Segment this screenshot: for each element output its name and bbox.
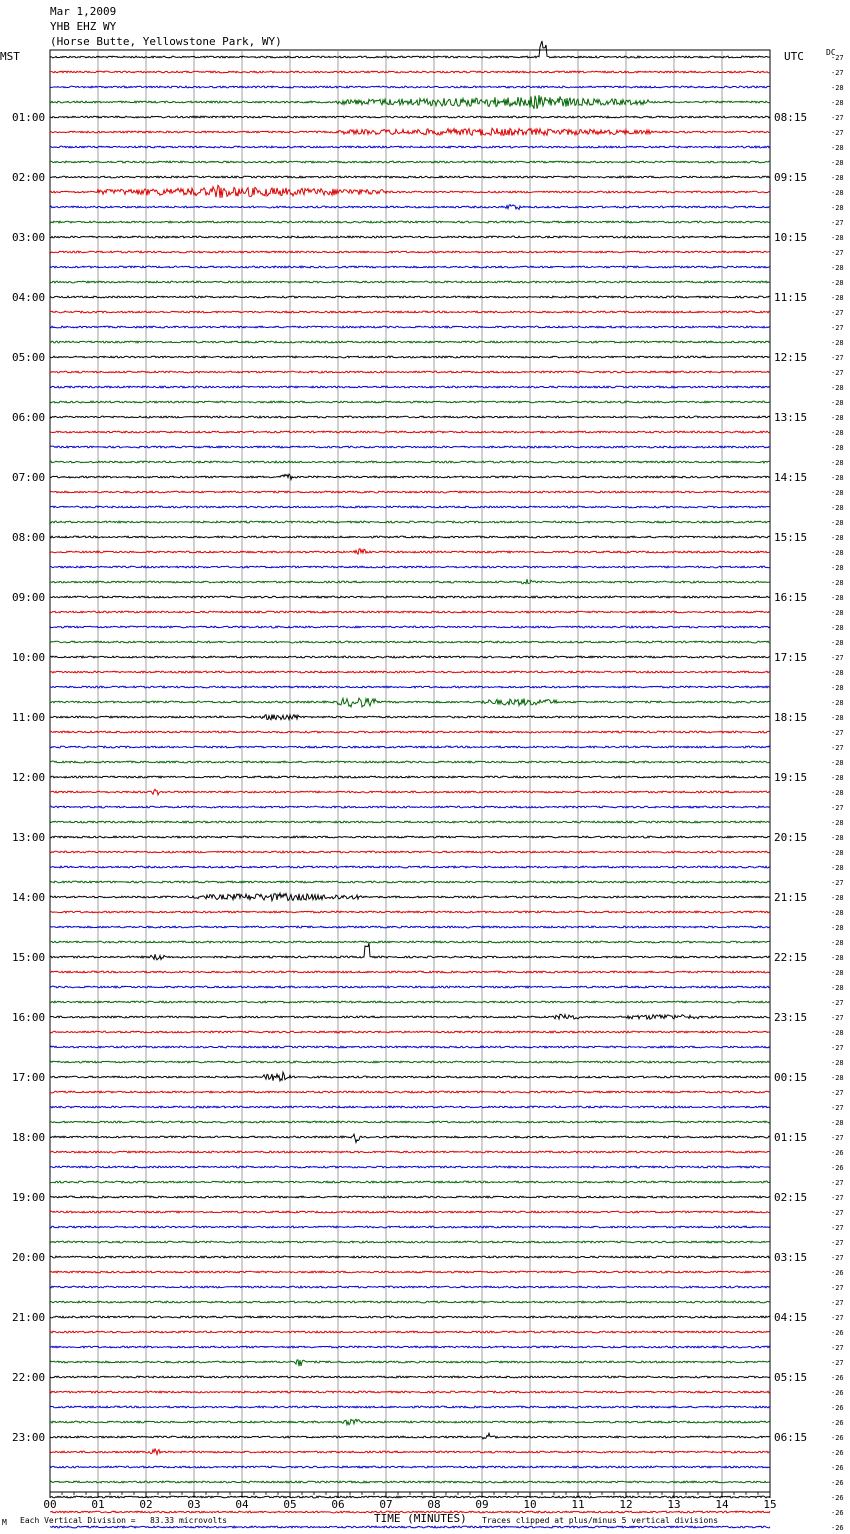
right-hour-label: 22:15 — [774, 951, 808, 964]
dc-offset-label: -27 — [831, 1314, 844, 1322]
dc-offset-label: -27 — [831, 354, 844, 362]
dc-offset-label: -27 — [831, 219, 844, 227]
clip-note: Traces clipped at plus/minus 5 vertical divisions — [482, 1516, 719, 1525]
trace-line — [50, 371, 770, 373]
dc-offset-label: -28 — [831, 909, 844, 917]
dc-offset-label: -27 — [831, 69, 844, 77]
dc-offset-label: -27 — [831, 129, 844, 137]
trace-line — [50, 641, 770, 643]
right-hour-label: 23:15 — [774, 1011, 808, 1024]
x-tick-label: 13 — [667, 1498, 681, 1511]
dc-offset-label: -28 — [831, 714, 844, 722]
trace-line — [50, 326, 770, 328]
dc-offset-label: -28 — [831, 84, 844, 92]
trace-line — [50, 911, 770, 913]
trace-line — [50, 836, 770, 838]
trace-line — [50, 1014, 770, 1019]
trace-line — [50, 866, 770, 868]
dc-offset-label: -27 — [831, 309, 844, 317]
left-hour-label: 22:00 — [12, 1371, 46, 1384]
dc-offset-label: -26 — [831, 1164, 844, 1172]
x-tick-label: 08 — [427, 1498, 441, 1511]
trace-line — [50, 893, 770, 900]
trace-line — [50, 1134, 770, 1142]
trace-line — [50, 731, 770, 733]
dc-offset-label: -28 — [831, 624, 844, 632]
dc-offset-label: -28 — [831, 429, 844, 437]
dc-offset-label: -28 — [831, 639, 844, 647]
x-tick-label: 09 — [475, 1498, 489, 1511]
trace-line — [50, 221, 770, 223]
dc-offset-label: -27 — [831, 1209, 844, 1217]
dc-offset-label: -28 — [831, 864, 844, 872]
left-hour-label: 17:00 — [12, 1071, 46, 1084]
left-hour-label: 07:00 — [12, 471, 46, 484]
right-hour-label: 01:15 — [774, 1131, 808, 1144]
dc-offset-label: -27 — [831, 1224, 844, 1232]
scale-note: Each Vertical Division = 83.33 microvolts — [20, 1516, 228, 1525]
trace-line — [50, 536, 770, 538]
dc-offset-label: -28 — [831, 984, 844, 992]
corner-mark: M — [2, 1518, 7, 1527]
dc-offset-label: -26 — [831, 1389, 844, 1397]
trace-line — [50, 626, 770, 628]
dc-offset-label: -28 — [831, 459, 844, 467]
dc-offset-label: -27 — [831, 1359, 844, 1367]
dc-offset-label: -28 — [831, 444, 844, 452]
trace-line — [50, 1001, 770, 1003]
dc-offset-label: -26 — [831, 1449, 844, 1457]
x-tick-label: 07 — [379, 1498, 393, 1511]
trace-line — [50, 686, 770, 688]
trace-line — [50, 1091, 770, 1093]
dc-offset-label: -27 — [831, 1179, 844, 1187]
right-hour-label: 09:15 — [774, 171, 808, 184]
trace-line — [50, 281, 770, 283]
dc-offset-label: -26 — [831, 1149, 844, 1157]
dc-offset-label: -27 — [831, 1044, 844, 1052]
left-hour-label: 02:00 — [12, 171, 46, 184]
x-tick-label: 10 — [523, 1498, 537, 1511]
dc-offset-label: -27 — [831, 744, 844, 752]
trace-line — [50, 1072, 770, 1081]
right-hour-label: 11:15 — [774, 291, 808, 304]
dc-offset-label: -27 — [831, 729, 844, 737]
dc-offset-label: -28 — [831, 489, 844, 497]
trace-line — [50, 446, 770, 448]
trace-line — [50, 185, 770, 197]
dc-offset-label: -27 — [831, 1194, 844, 1202]
trace-line — [50, 1481, 770, 1483]
left-hour-label: 18:00 — [12, 1131, 46, 1144]
trace-line — [50, 521, 770, 523]
left-hour-label: 05:00 — [12, 351, 46, 364]
dc-offset-label: -28 — [831, 399, 844, 407]
left-hour-label: 11:00 — [12, 711, 46, 724]
trace-line — [50, 1031, 770, 1033]
x-tick-label: 15 — [763, 1498, 777, 1511]
right-hour-label: 02:15 — [774, 1191, 808, 1204]
dc-offset-label: -28 — [831, 414, 844, 422]
trace-line — [50, 1211, 770, 1213]
trace-line — [50, 1046, 770, 1048]
dc-offset-label: -27 — [831, 324, 844, 332]
dc-offset-label: -28 — [831, 549, 844, 557]
dc-offset-label: -27 — [831, 114, 844, 122]
x-tick-label: 03 — [187, 1498, 201, 1511]
dc-offset-label: -28 — [831, 849, 844, 857]
dc-offset-label: -26 — [831, 1494, 844, 1502]
trace-line — [50, 881, 770, 883]
dc-offset-label: -26 — [831, 1434, 844, 1442]
right-hour-label: 13:15 — [774, 411, 808, 424]
right-hour-label: 00:15 — [774, 1071, 808, 1084]
x-tick-label: 14 — [715, 1498, 729, 1511]
trace-line — [50, 1286, 770, 1288]
left-hour-label: 20:00 — [12, 1251, 46, 1264]
trace-line — [50, 1301, 770, 1303]
trace-line — [50, 698, 770, 707]
left-hour-label: 19:00 — [12, 1191, 46, 1204]
trace-line — [50, 596, 770, 598]
trace-line — [50, 761, 770, 763]
right-hour-label: 19:15 — [774, 771, 808, 784]
right-hour-label: 06:15 — [774, 1431, 808, 1444]
left-hour-label: 08:00 — [12, 531, 46, 544]
dc-offset-label: -28 — [831, 534, 844, 542]
left-hour-label: 14:00 — [12, 891, 46, 904]
trace-line — [50, 1166, 770, 1168]
right-hour-label: 20:15 — [774, 831, 808, 844]
dc-offset-label: -27 — [831, 999, 844, 1007]
dc-offset-label: -28 — [831, 564, 844, 572]
dc-offset-label: -27 — [831, 1134, 844, 1142]
trace-line — [50, 236, 770, 238]
trace-line — [50, 416, 770, 418]
trace-line — [50, 266, 770, 268]
dc-offset-label: -27 — [831, 54, 844, 62]
trace-line — [50, 146, 770, 148]
dc-offset-label: -28 — [831, 294, 844, 302]
trace-line — [50, 386, 770, 388]
left-hour-label: 04:00 — [12, 291, 46, 304]
trace-line — [50, 474, 770, 479]
dc-offset-label: -28 — [831, 1119, 844, 1127]
dc-offset-label: -28 — [831, 204, 844, 212]
right-hour-label: 21:15 — [774, 891, 808, 904]
trace-line — [50, 161, 770, 163]
dc-offset-label: -28 — [831, 594, 844, 602]
trace-line — [50, 776, 770, 778]
trace-line — [50, 176, 770, 178]
dc-offset-label: -28 — [831, 1029, 844, 1037]
trace-line — [50, 251, 770, 253]
trace-line — [50, 1526, 770, 1528]
trace-line — [50, 296, 770, 298]
trace-line — [50, 1121, 770, 1123]
dc-offset-label: -28 — [831, 99, 844, 107]
dc-offset-label: -26 — [831, 1524, 844, 1532]
dc-offset-label: -28 — [831, 969, 844, 977]
trace-line — [50, 1496, 770, 1498]
dc-offset-label: -27 — [831, 1239, 844, 1247]
dc-offset-label: -28 — [831, 174, 844, 182]
dc-offset-label: -26 — [831, 1419, 844, 1427]
dc-offset-label: -27 — [831, 654, 844, 662]
right-hour-label: 17:15 — [774, 651, 808, 664]
trace-line — [50, 1181, 770, 1183]
trace-line — [50, 821, 770, 823]
trace-line — [50, 671, 770, 673]
trace-line — [50, 941, 770, 943]
left-hour-label: 15:00 — [12, 951, 46, 964]
trace-line — [50, 1241, 770, 1243]
x-tick-label: 04 — [235, 1498, 249, 1511]
trace-line — [50, 1391, 770, 1393]
trace-line — [50, 986, 770, 988]
trace-line — [50, 506, 770, 508]
trace-line — [50, 806, 770, 808]
trace-line — [50, 1331, 770, 1333]
right-hour-label: 08:15 — [774, 111, 808, 124]
x-tick-label: 11 — [571, 1498, 585, 1511]
left-hour-label: 06:00 — [12, 411, 46, 424]
trace-line — [50, 1346, 770, 1348]
dc-offset-label: -27 — [831, 1104, 844, 1112]
dc-offset-label: -27 — [831, 879, 844, 887]
left-hour-label: 13:00 — [12, 831, 46, 844]
left-hour-label: 10:00 — [12, 651, 46, 664]
trace-line — [50, 746, 770, 748]
right-axis-label: UTC — [784, 50, 804, 63]
dc-offset-label: -28 — [831, 699, 844, 707]
left-hour-label: 09:00 — [12, 591, 46, 604]
dc-offset-label: -28 — [831, 789, 844, 797]
dc-offset-label: -27 — [831, 249, 844, 257]
trace-line — [50, 611, 770, 613]
trace-line — [50, 1271, 770, 1273]
trace-line — [50, 1360, 770, 1366]
dc-offset-label: -28 — [831, 579, 844, 587]
trace-line — [50, 1449, 770, 1455]
trace-line — [50, 356, 770, 358]
x-tick-label: 02 — [139, 1498, 153, 1511]
trace-line — [50, 971, 770, 973]
right-hour-label: 12:15 — [774, 351, 808, 364]
dc-offset-label: -28 — [831, 609, 844, 617]
dc-offset-label: -26 — [831, 1509, 844, 1517]
right-hour-label: 10:15 — [774, 231, 808, 244]
trace-line — [50, 1151, 770, 1153]
dc-offset-label: -27 — [831, 804, 844, 812]
trace-line — [50, 1061, 770, 1063]
header-date: Mar 1,2009 — [50, 5, 117, 18]
dc-offset-label: -26 — [831, 1329, 844, 1337]
dc-offset-label: -27 — [831, 1089, 844, 1097]
dc-offset-label: -27 — [831, 1014, 844, 1022]
right-hour-label: 03:15 — [774, 1251, 808, 1264]
dc-offset-label: -28 — [831, 1059, 844, 1067]
trace-line — [50, 1256, 770, 1258]
dc-offset-label: -26 — [831, 1479, 844, 1487]
dc-offset-label: -27 — [831, 1284, 844, 1292]
dc-offset-label: -28 — [831, 279, 844, 287]
trace-line — [50, 714, 770, 719]
trace-line — [50, 86, 770, 88]
left-hour-label: 01:00 — [12, 111, 46, 124]
trace-line — [50, 943, 770, 960]
dc-offset-label: -28 — [831, 234, 844, 242]
right-hour-label: 16:15 — [774, 591, 808, 604]
dc-offset-label: -28 — [831, 144, 844, 152]
x-tick-label: 05 — [283, 1498, 297, 1511]
trace-line — [50, 205, 770, 210]
header-station: YHB EHZ WY — [50, 20, 117, 33]
trace-line — [50, 461, 770, 463]
trace-line — [50, 341, 770, 343]
trace-line — [50, 128, 770, 135]
dc-offset-label: -27 — [831, 1344, 844, 1352]
right-hour-label: 18:15 — [774, 711, 808, 724]
trace-line — [50, 1106, 770, 1108]
header-location: (Horse Butte, Yellowstone Park, WY) — [50, 35, 282, 48]
dc-offset-label: -28 — [831, 834, 844, 842]
trace-line — [50, 1376, 770, 1378]
dc-offset-label: -28 — [831, 189, 844, 197]
trace-line — [50, 549, 770, 554]
dc-offset-label: -26 — [831, 1269, 844, 1277]
trace-line — [50, 1433, 770, 1439]
dc-offset-label: -28 — [831, 894, 844, 902]
trace-line — [50, 1466, 770, 1468]
dc-offset-label: -28 — [831, 774, 844, 782]
left-hour-label: 21:00 — [12, 1311, 46, 1324]
left-hour-label: 03:00 — [12, 231, 46, 244]
dc-offset-label: -28 — [831, 264, 844, 272]
dc-offset-label: -27 — [831, 1254, 844, 1262]
dc-offset-label: -27 — [831, 369, 844, 377]
trace-line — [50, 116, 770, 118]
left-hour-label: 12:00 — [12, 771, 46, 784]
trace-line — [50, 926, 770, 928]
trace-line — [50, 851, 770, 853]
dc-offset-label: -28 — [831, 1074, 844, 1082]
x-tick-label: 06 — [331, 1498, 345, 1511]
x-tick-label: 00 — [43, 1498, 57, 1511]
trace-line — [50, 491, 770, 493]
dc-offset-label: -28 — [831, 474, 844, 482]
dc-offset-label: -28 — [831, 819, 844, 827]
x-tick-label: 12 — [619, 1498, 633, 1511]
right-hour-label: 04:15 — [774, 1311, 808, 1324]
dc-offset-label: -26 — [831, 1374, 844, 1382]
dc-offset-label: -28 — [831, 339, 844, 347]
trace-line — [50, 1419, 770, 1424]
trace-line — [50, 579, 770, 584]
dc-offset-label: -28 — [831, 669, 844, 677]
trace-line — [50, 656, 770, 658]
trace-line — [50, 1196, 770, 1198]
dc-offset-label: -28 — [831, 954, 844, 962]
dc-offset-label: -28 — [831, 939, 844, 947]
right-hour-label: 15:15 — [774, 531, 808, 544]
right-hour-label: 05:15 — [774, 1371, 808, 1384]
dc-offset-label: -28 — [831, 759, 844, 767]
x-tick-label: 01 — [91, 1498, 105, 1511]
left-hour-label: 16:00 — [12, 1011, 46, 1024]
dc-offset-label: -28 — [831, 159, 844, 167]
trace-line — [50, 789, 770, 795]
dc-offset-label: -28 — [831, 519, 844, 527]
trace-line — [50, 1226, 770, 1228]
trace-line — [50, 566, 770, 568]
dc-offset-label: -28 — [831, 924, 844, 932]
traces — [50, 41, 770, 1534]
dc-offset-label: -27 — [831, 1299, 844, 1307]
left-hour-label: 23:00 — [12, 1431, 46, 1444]
trace-line — [50, 1406, 770, 1408]
dc-offset-label: -26 — [831, 1404, 844, 1412]
trace-line — [50, 71, 770, 73]
trace-line — [50, 431, 770, 433]
trace-line — [50, 95, 770, 109]
trace-line — [50, 401, 770, 403]
dc-offset-label: -28 — [831, 684, 844, 692]
trace-line — [50, 311, 770, 313]
dc-label: DC — [826, 48, 836, 57]
left-axis-label: MST — [0, 50, 20, 63]
trace-line — [50, 1316, 770, 1318]
right-hour-label: 14:15 — [774, 471, 808, 484]
dc-offset-label: -28 — [831, 504, 844, 512]
dc-offset-label: -26 — [831, 1464, 844, 1472]
dc-offset-label: -28 — [831, 384, 844, 392]
x-axis-title: TIME (MINUTES) — [374, 1512, 467, 1525]
